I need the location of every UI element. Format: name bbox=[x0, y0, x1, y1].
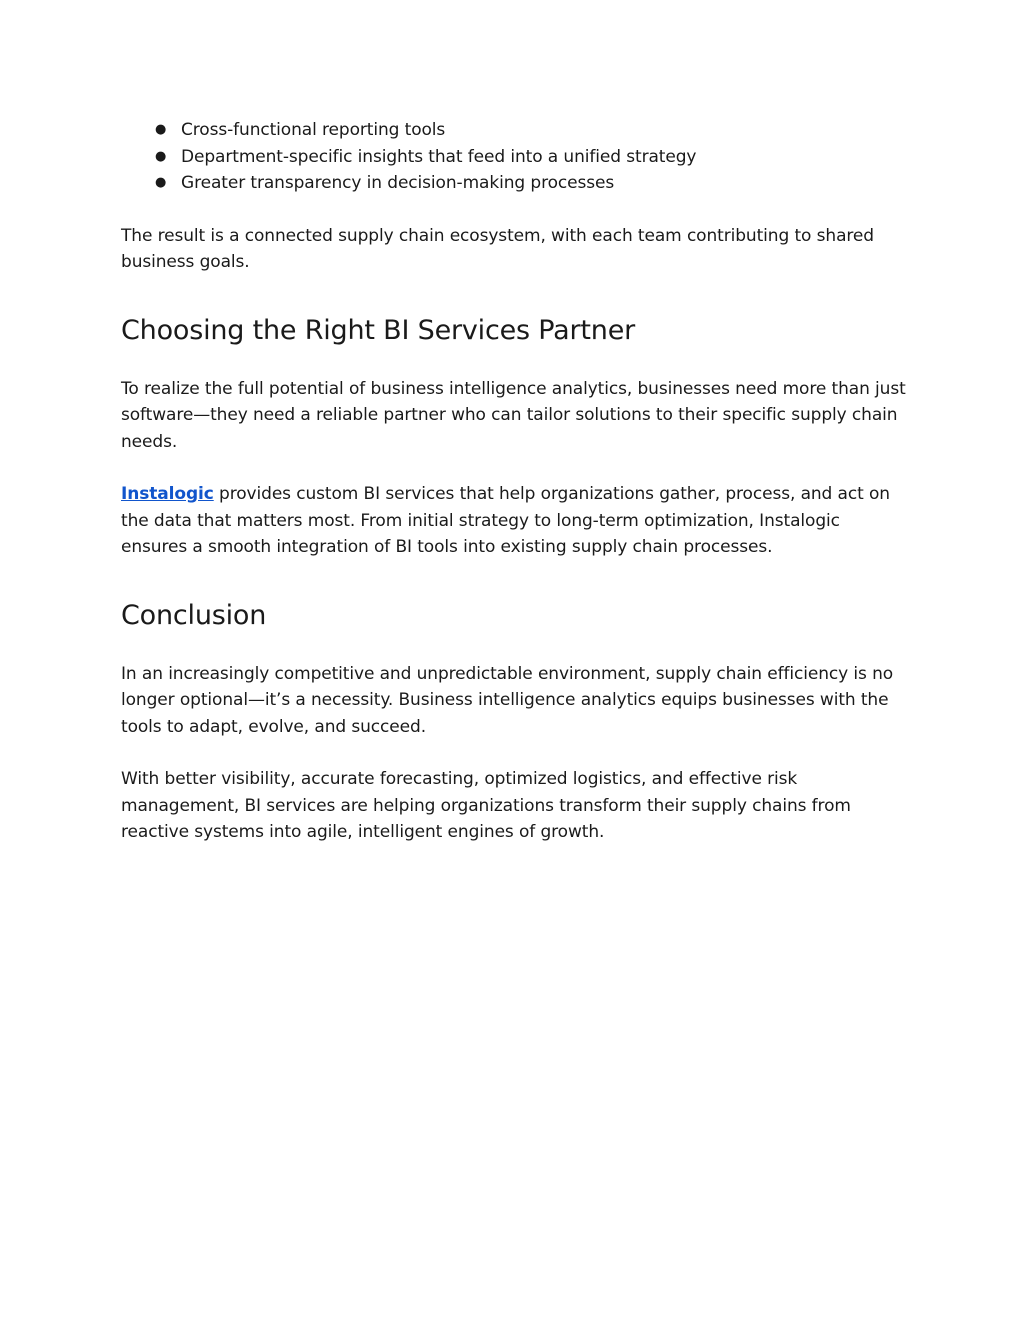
bullet-item bbox=[121, 144, 911, 171]
result-paragraph: The result is a connected supply chain ecosystem, with each team contributing to shared business goals. bbox=[121, 225, 874, 272]
conclusion-paragraph-2: With better visibility, accurate forecasting, optimized logistics, and effective risk management, BI services are helping organizations transform their supply chains from reactive systems into agile, intelligent engines of growth. bbox=[121, 769, 851, 842]
partner-intro-paragraph: To realize the full potential of business intelligence analytics, businesses need more than just software—they need a reliable partner who can tailor solutions to their specific supply chain needs. bbox=[121, 378, 906, 452]
feature-bullet-list bbox=[121, 117, 911, 197]
bullet-dot-icon: ● bbox=[155, 148, 167, 164]
instalogic-link[interactable]: Instalogic bbox=[121, 484, 214, 504]
section-heading-choosing-partner: Choosing the Right BI Services Partner bbox=[121, 314, 636, 346]
conclusion-paragraph-1: In an increasingly competitive and unpredictable environment, supply chain efficiency is no longer optional—it’s a necessity. Business intelligence analytics equips businesses with the tools to adapt, evolve, and succeed. bbox=[121, 663, 894, 737]
document-content bbox=[121, 117, 911, 846]
bullet-text: Cross-functional reporting tools bbox=[181, 120, 446, 140]
bullet-text: Greater transparency in decision-making processes bbox=[181, 173, 615, 193]
instalogic-paragraph-text: provides custom BI services that help organizations gather, process, and act on the data that matters most. From initial strategy to long-term optimization, Instalogic ensures a smooth integration of BI tools into existing supply chain processes. bbox=[121, 484, 890, 557]
bullet-text: Department-specific insights that feed into a unified strategy bbox=[181, 146, 697, 167]
bullet-item bbox=[121, 117, 911, 144]
instalogic-paragraph bbox=[121, 481, 911, 561]
bullet-dot-icon: ● bbox=[155, 175, 167, 190]
bullet-item bbox=[121, 170, 911, 197]
bullet-dot-icon: ● bbox=[155, 122, 167, 137]
section-heading-conclusion: Conclusion bbox=[121, 599, 267, 631]
